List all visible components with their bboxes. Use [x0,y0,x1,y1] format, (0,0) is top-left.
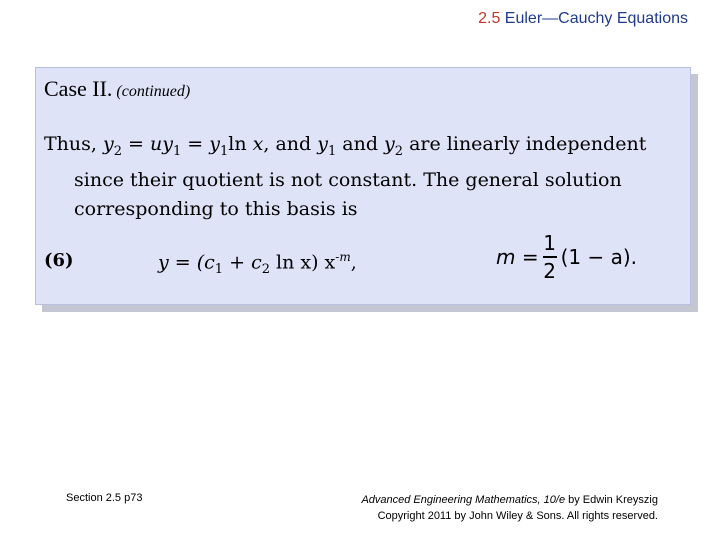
var-y: y [162,133,173,155]
equals: = [122,133,150,155]
fraction-numerator: 1 [543,231,556,255]
sub: 2 [261,262,270,278]
sub: 2 [394,143,404,159]
equation-label: (6) [44,250,74,271]
footer-citation [361,492,658,524]
m-lhs: m = [496,245,539,269]
section-title: Euler—Cauchy Equations [500,10,688,27]
eq-plus: + c [223,251,262,274]
case-label: Case II. [44,76,113,101]
sub: 1 [327,143,337,159]
var-u: u [150,133,163,155]
sub: 1 [172,143,182,159]
general-solution-equation [158,250,357,277]
fraction-denominator: 2 [543,259,556,283]
sub: 2 [113,143,122,159]
content-box [35,67,691,305]
case-title [44,76,190,102]
fraction-one-half [543,231,557,283]
var-y: y [209,133,220,155]
para-line-2: since their quotient is not constant. The general solution [74,168,622,191]
eq-exponent: -m [335,250,351,264]
footer-section-ref: Section 2.5 p73 [66,492,143,504]
fraction-bar [543,256,557,258]
var-y: y [384,133,395,155]
para-text: are linearly independent [403,133,647,155]
copyright: Copyright 2011 by John Wiley & Sons. All rights reserved. [377,510,658,522]
para-line-3: corresponding to this basis is [74,197,358,220]
sub: 1 [220,143,229,159]
equals: = [181,133,210,155]
book-title: Advanced Engineering Mathematics, 10/e [361,494,566,506]
slide-header [478,10,688,28]
eq-ln: ln x) x [270,251,336,274]
para-text: , and [263,133,318,155]
var-y: y [102,133,114,155]
m-definition [496,231,637,283]
sub: 1 [214,262,224,278]
section-number: 2.5 [478,10,501,27]
eq-lhs: y = (c [158,251,215,274]
book-author: by Edwin Kreyszig [565,494,658,506]
var-x: x [252,133,264,155]
para-text: Thus, [44,133,103,155]
m-rhs: (1 − a). [560,245,638,269]
explanation-paragraph [44,130,684,224]
eq-end: , [350,251,357,274]
ln-text: ln [228,133,253,155]
para-text: and [336,133,385,155]
var-y: y [317,133,328,155]
case-continued: (continued) [116,83,191,100]
